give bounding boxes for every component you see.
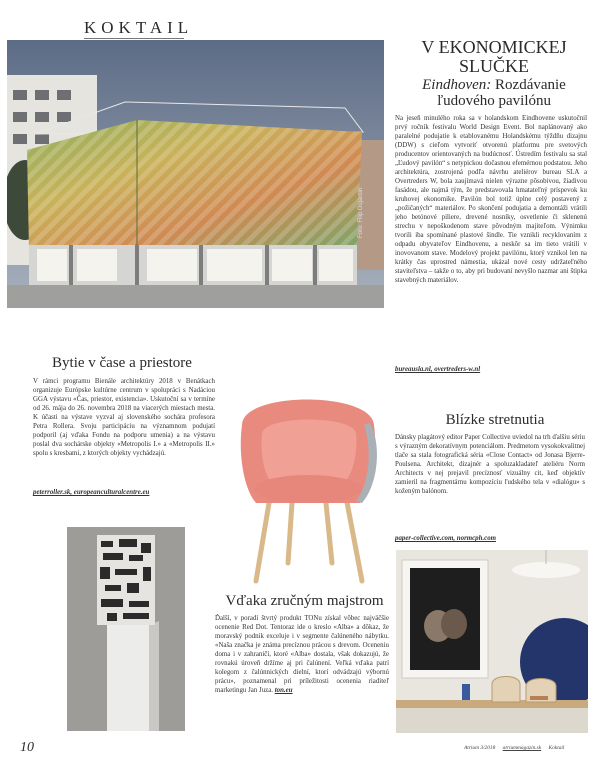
footer-issue: Atrium 3/2018 <box>464 745 496 751</box>
article2-body: V rámci programu Bienále architektúry 2018 v Benátkach organizuje Európske kultúrne centrum v spolupráci s Nadáciou GGA výstavu «Čas, priestor, existencia». Uskutoční sa v termíne od 26. mája do 26. novembra 2018 na viacerých miestach mesta. K účasti na výstave vyzval aj slovenského sochára profesora Petra Rollera. Svoju participáciu na významnom podujatí podporil (aj vďaka Fondu na podporu umenia) a na výstavu poslal dva sochárske objekty «Metropolis I.» a «Metropolis II.» spolu s kresbami, z ktorých objekty vychádzajú. <box>33 378 215 457</box>
article4-body <box>215 614 389 744</box>
article3-links[interactable]: paper-collective.com, normcph.com <box>395 535 497 542</box>
interior-photo <box>396 550 588 733</box>
article2-headline: Bytie v čase a priestore <box>52 355 192 371</box>
pavilion-photo <box>7 40 384 308</box>
article1-subhead-place: Eindhoven: <box>422 77 492 93</box>
footer-section: Koktail <box>548 745 565 751</box>
article1-subhead-rest: Rozdávanie ľudového pavilónu <box>437 77 566 109</box>
article1-subhead <box>394 77 594 109</box>
footer-info <box>458 745 564 751</box>
article4-headline: Vďaka zručným majstrom <box>225 593 384 609</box>
article2-links[interactable]: peterroller.sk, europeanculturalcentre.eu <box>33 489 150 496</box>
article4-body-text: Ďalší, v poradí štvrtý produkt TONu získal vôbec najväčšie ocenenie Red Dot. Tentoraz ide o kreslo «Alba» a dôkaz, že moravský podnik exceluje i v segmente čalúneného nábytku. «Naša značka je známa precíznou prácou s drevom. Oceneniu doma i v zahraničí, ktoré «Alba» dostala, však dokazujú, že rovnakú úroveň držíme aj pri čalúnení. Veľká vďaka patrí kolegom z čalúnnických dielní, ktorí odvádzajú výbornú prácu», poznamenal pri príležitosti ocenenia riaditeľ marketingu Jan Juza. <box>215 615 389 694</box>
article3-headline: Blízke stretnutia <box>445 412 545 428</box>
section-title: KOKTAIL <box>84 18 194 37</box>
header-rule <box>84 38 184 39</box>
article1-links[interactable]: bureausla.nl, overtreders-w.nl <box>395 366 481 373</box>
article4-link[interactable]: ton.eu <box>274 687 293 694</box>
page-number: 10 <box>20 740 34 755</box>
article1-headline: V EKONOMICKEJ SLUČKE <box>421 37 567 76</box>
sculpture-photo <box>67 527 185 731</box>
chair-photo <box>222 385 392 585</box>
article1-body: Na jeseň minulého roka sa v holandskom Eindhovene uskutočnil prvý ročník festivalu World Design Event. Bol naplánovaný ako paralelné podujatie k etablovanému Holandskému týždňu dizajnu (DDW) s cieľom vytvoriť otvorenú platformu pre svetových producentov orientovaných na budúcnosť. Ústredím festivalu sa stal „Ľudový pavilón“ s netypickou dočasnou efemérnou podstatou. Jeho architektúra, zostrojená podľa návrhu ateliérov bureau SLA a Overtreders W, bola zaujímavá nielen výrazne pôsobivou, žiadivou fasádou, ale najmä tým, že predstavovala hmatateľný príspevok ku kruhovej ekonomike. Pavilón bol totiž úplne celý postavený z „požičaných“ materiálov. Po skončení podujatia a demontáži vrátili jeho betónové piliere, drevené nosníky, osvetlenie či sklenenú strechu v nepoškodenom stave pôvodným majiteľom. Výnimku tvorili iba spomínané plastové šindle. Tie vznikli recyklovaním z odpadu obyvateľov Eindhovenu, a neskôr sa im tieto vrátili v inovovanom stave. Modelový projekt pavilónu, ktorý vznikol len na krátky čas uprostred námestia, ukázal nové cesty udržateľného staviteľstva – takže o to, aby pri budovaní nevyšlo nazmar ani štipka stavebných materiálov. <box>395 115 587 284</box>
footer-website[interactable]: atriummagazin.sk <box>502 745 542 751</box>
photo-credit: Foto: Filip Dujardin <box>358 187 364 238</box>
article3-body: Dánsky plagátový editor Paper Collective uviedol na trh ďalšiu sériu s výrazným dekoratívnym potenciálom. Predmetom vysokokvalitnej tlače sa stala fotografická séria «Close Contact» od Jonasa Bjerre-Poulsena. Architekt, dizajnér a spoluzakladateľ ateliéru Norm Architects v nej prejavil precíznosť vizuálny cit, keď objektív zamieril na fragmentárnu kompozíciu ľudského tela v «dialógu» s koženým balónom. <box>395 434 585 495</box>
